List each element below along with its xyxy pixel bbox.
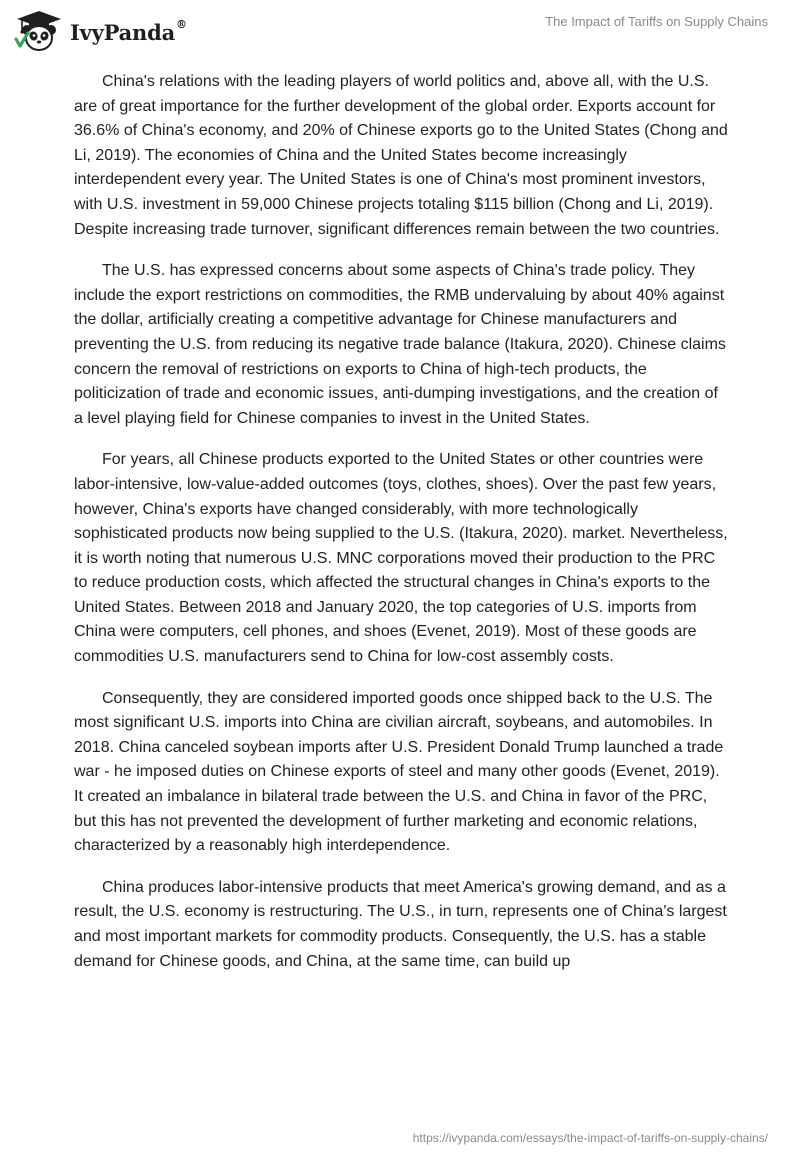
paragraph: For years, all Chinese products exported to the United States or other countries were labor-intensive, low-value-added outcomes (toys, clothes, shoes). Over the past few years, however, China's exports have changed considerably, with more technologically sophisticated products now being supplied to the U.S. (Itakura, 2020). market. Nevertheless, it is worth noting that numerous U.S. MNC corporations moved their production to the PRC to reduce production costs, which affected the structural changes in China's exports to the United States. Between 2018 and January 2020, the top categories of U.S. imports from China were computers, cell phones, and shoes (Evenet, 2019). Most of these goods are commodities U.S. manufacturers send to China for low-cost assembly costs. [74, 451, 728, 666]
paragraph: China's relations with the leading players of world politics and, above all, with the U.S. are of great importance for the further development of the global order. Exports account for 36.6% of China's economy, and 20% of Chinese exports go to the United States (Chong and Li, 2019). The economies of China and the United States become increasingly interdependent every year. The United States is one of China's most prominent investors, with U.S. investment in 59,000 Chinese projects totaling $115 billion (Chong and Li, 2019). Despite increasing trade turnover, significant differences remain between the two countries. [74, 73, 728, 238]
paragraph: Consequently, they are considered imported goods once shipped back to the U.S. The most significant U.S. imports into China are civilian aircraft, soybeans, and automobiles. In 2018. China canceled soybean imports after U.S. President Donald Trump launched a trade war - he imposed duties on Chinese exports of steel and many other goods (Evenet, 2019). It created an imbalance in bilateral trade between the U.S. and China in favor of the PRC, but this has not prevented the development of further marketing and economic relations, characterized by a reasonably high interdependence. [74, 689, 724, 855]
source-url-link[interactable]: https://ivypanda.com/essays/the-impact-of-tariffs-on-supply-chains/ [412, 1131, 768, 1145]
logo-wordmark: IvyPanda® [70, 17, 187, 45]
ivypanda-logo[interactable] [14, 8, 187, 54]
document-title: The Impact of Tariffs on Supply Chains [545, 14, 768, 29]
page-header [0, 0, 800, 60]
essay-body [74, 70, 730, 991]
paragraph: The U.S. has expressed concerns about some aspects of China's trade policy. They include the export restrictions on commodities, the RMB undervaluing by about 40% against the dollar, artificially creating a competitive advantage for Chinese manufacturers and preventing the U.S. from reducing its negative trade balance (Itakura, 2020). Chinese claims concern the removal of restrictions on exports to China of high-tech products, the politicization of trade and economic issues, anti-dumping investigations, and the creation of a level playing field for Chinese companies to invest in the United States. [74, 262, 726, 427]
panda-graduate-icon [14, 9, 64, 53]
paragraph: China produces labor-intensive products that meet America's growing demand, and as a result, the U.S. economy is restructuring. The U.S., in turn, represents one of China's largest and most important markets for commodity products. Consequently, the U.S. has a stable demand for Chinese goods, and China, at the same time, can build up [74, 878, 727, 970]
